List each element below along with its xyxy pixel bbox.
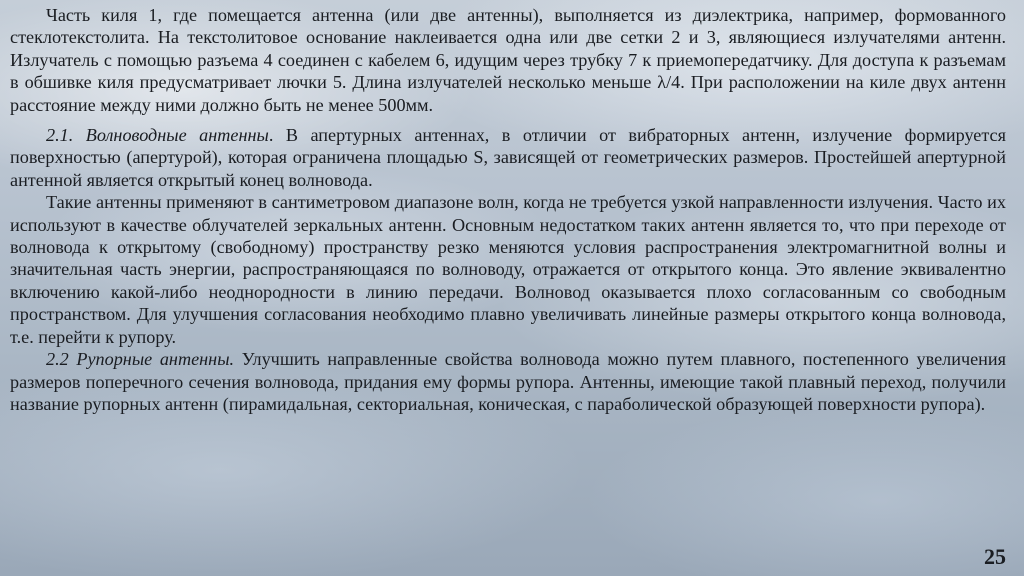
paragraph-horn-antennas <box>10 348 1006 415</box>
section-text-waveguide: . В апертурных антеннах, в отличии от вибраторных антенн, излучение формируется поверхностью (апертурой), которая ограничена площадью S, зависящей от геометрических размеров. Простейшей апертурной антенной является открытый конец волновода. <box>10 125 1006 190</box>
paragraph-waveguide-usage: Такие антенны применяют в сантиметровом диапазоне волн, когда не требуется узкой направленности излучения. Часто их используют в качестве облучателей зеркальных антенн. Основным недостатком таких антенн является то, что при переходе от волновода к открытому (свободному) пространству резко меняются условия распространения электромагнитной волны и значительная часть энергии, распространяющаяся по волноводу, отражается от открытого конца. Это явление эквивалентно включению какой-либо неоднородности в линию передачи. Волновод оказывается плохо согласованным со свободным пространством. Для улучшения согласования необходимо плавно увеличивать линейные размеры открытого конца волновода, т.е. перейти к рупору. <box>10 192 1006 347</box>
section-text-horn: Улучшить направленные свойства волновода можно путем плавного, постепенного увеличения размеров поперечного сечения волновода, придания ему формы рупора. Антенны, имеющие такой плавный переход, получили название рупорных антенн (пирамидальная, секториальная, коническая, с параболической образующей поверхности рупора). <box>10 349 1007 414</box>
slide-body <box>10 4 1006 415</box>
page-number: 25 <box>984 544 1006 569</box>
section-heading-waveguide: 2.1. Волноводные антенны <box>46 125 269 146</box>
paragraph-keel-antenna: Часть киля 1, где помещается антенна (или две антенны), выполняется из диэлектрика, например, формованного стеклотекстолита. На текстолитовое основание наклеивается одна или две сетки 2 и 3, являющиеся излучателями антенн. Излучатель с помощью разъема 4 соединен с кабелем 6, идущим через трубку 7 к приемопередатчику. Для доступа к разъемам в обшивке киля предусматривает лючки 5. Длина излучателей несколько меньше λ/4. При расположении на киле двух антенн расстояние между ними должно быть не менее 500мм. <box>10 5 1006 115</box>
paragraph-waveguide-antennas <box>10 124 1006 191</box>
section-heading-horn: 2.2 Рупорные антенны. <box>46 349 235 370</box>
